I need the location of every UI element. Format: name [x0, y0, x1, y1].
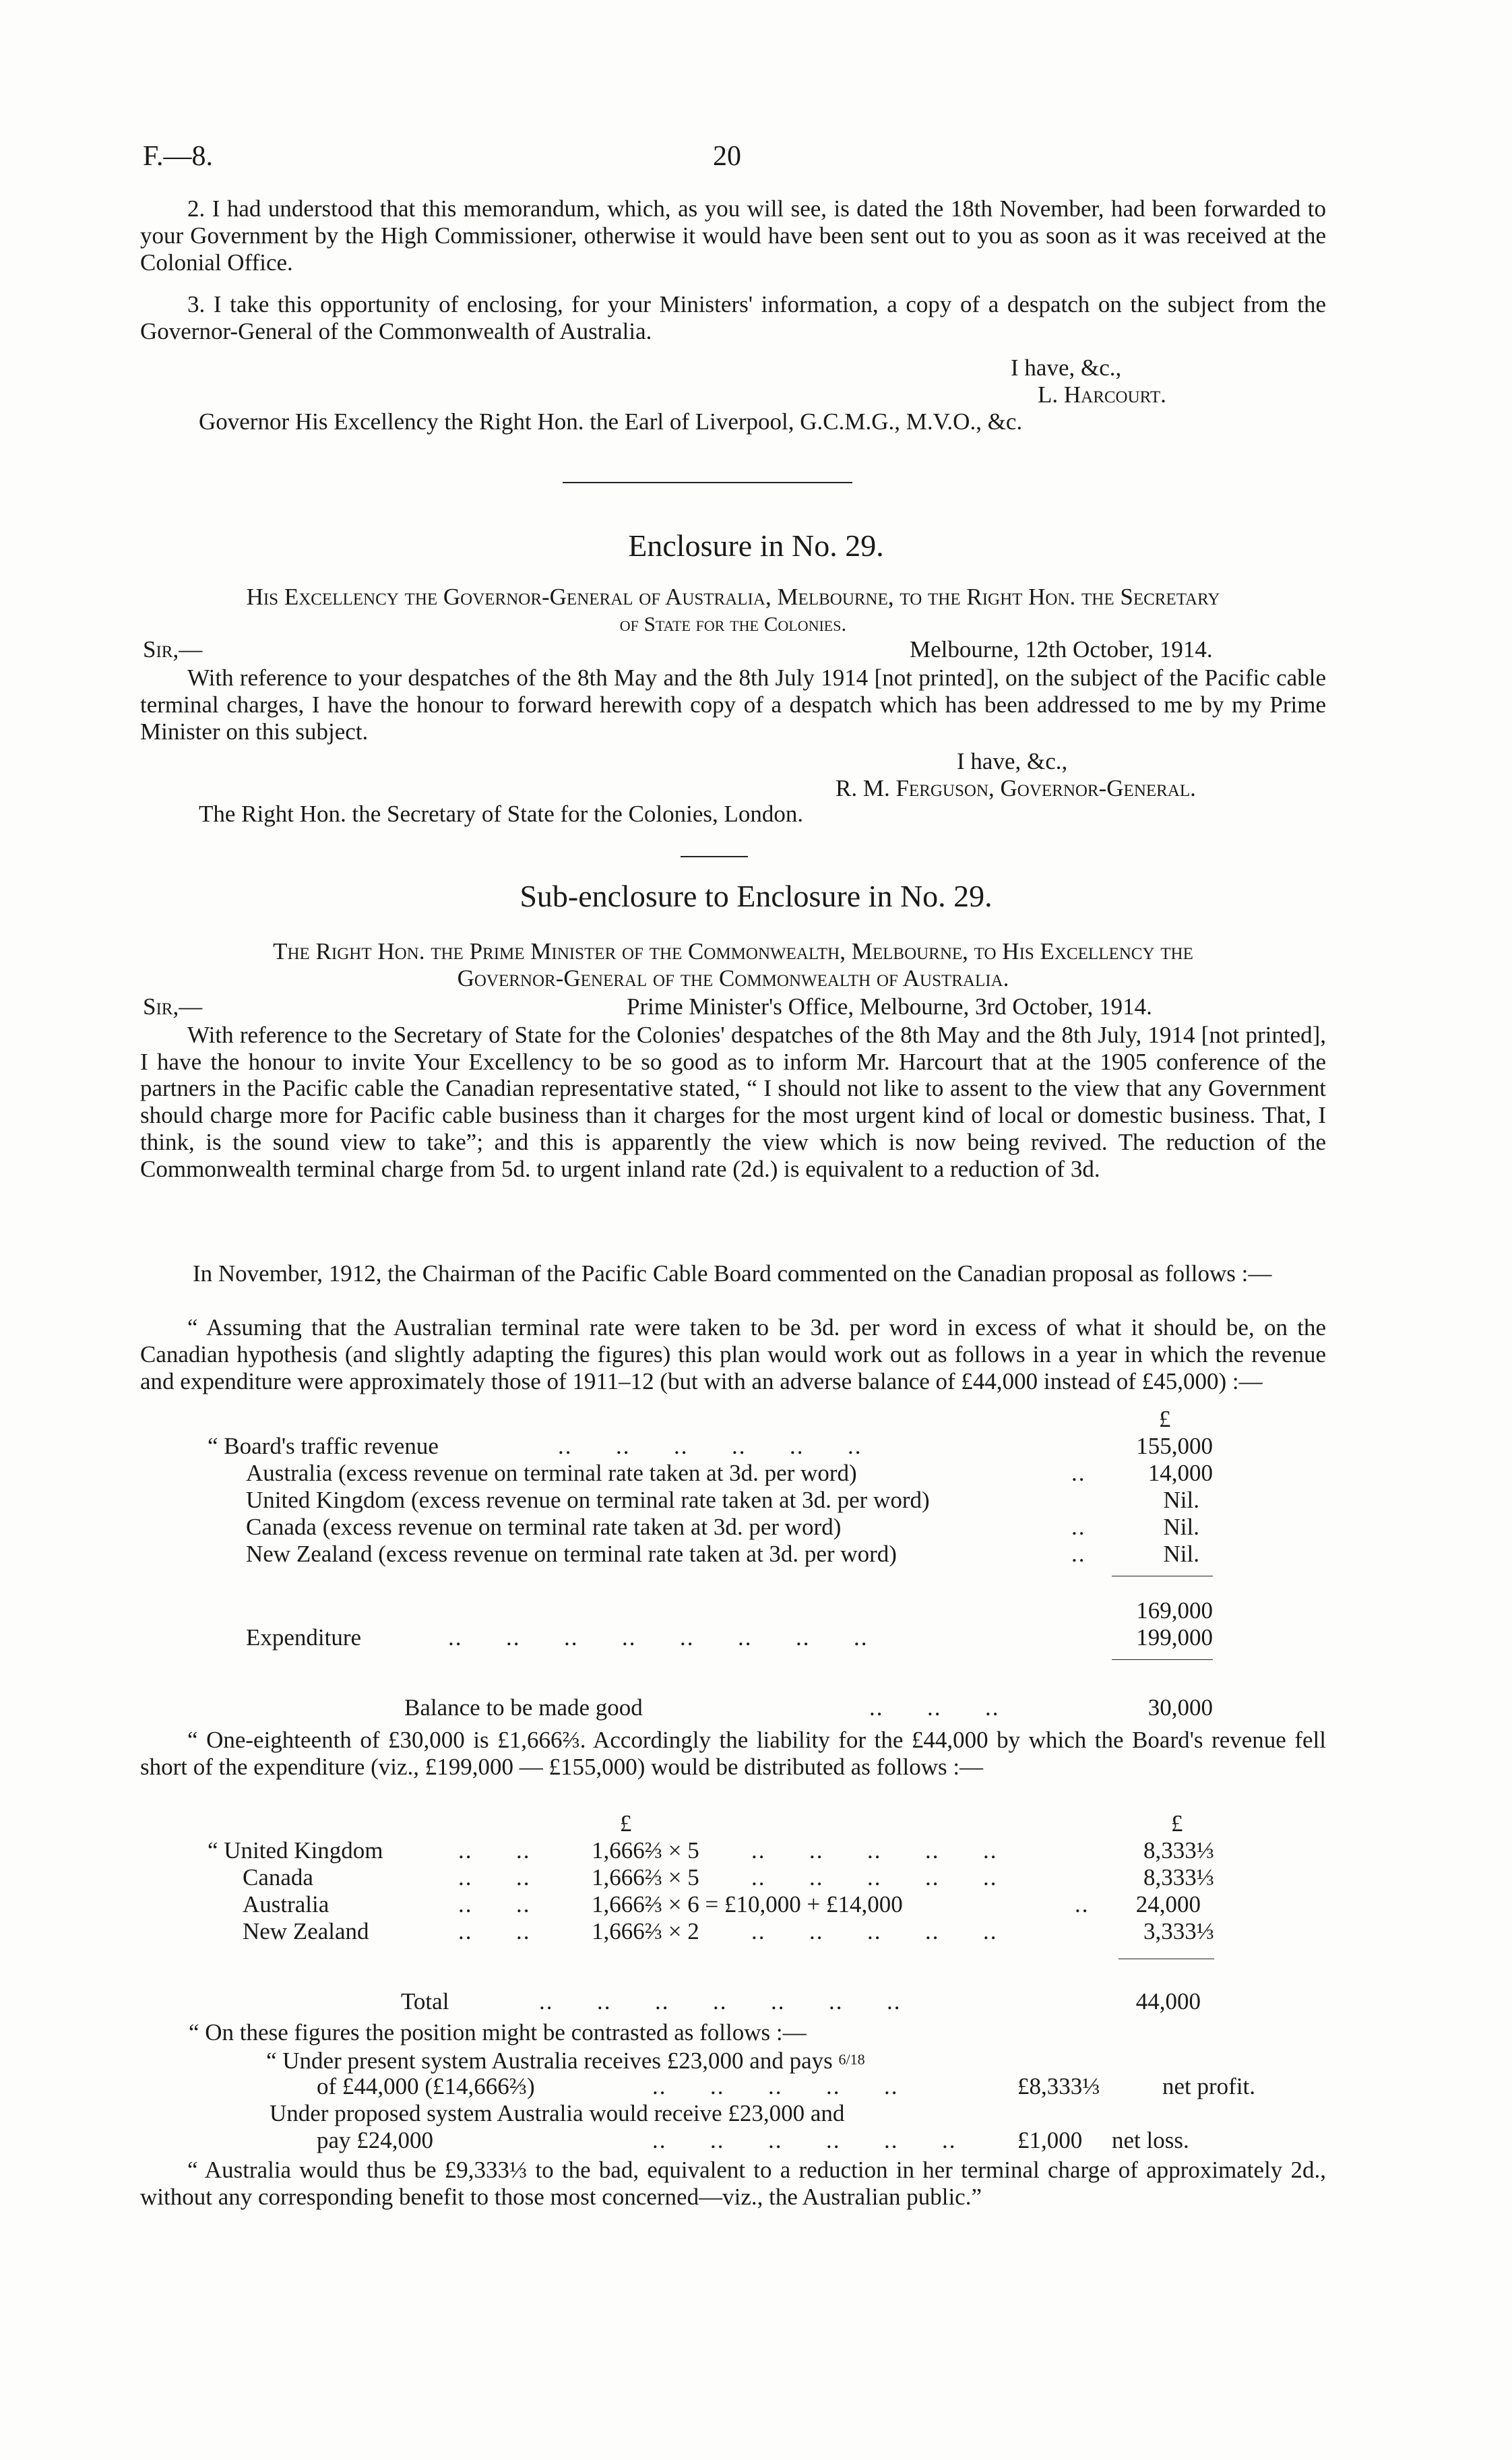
table-row: Australia [243, 1891, 329, 1917]
row-value: Nil. [1163, 1514, 1199, 1540]
sub-enclosure-heading-line2: Governor-General of the Commonwealth of Australia. [457, 965, 1009, 991]
expenditure-value: 199,000 [1136, 1624, 1213, 1651]
contrast-line2-amount: £1,000 [1017, 2127, 1083, 2153]
sub-enclosure-heading-line1: The Right Hon. the Prime Minister of the Commonwealth, Melbourne, to His Excellency the [273, 938, 1193, 964]
enclosure-title: Enclosure in No. 29. [628, 528, 884, 563]
enclosure-signature: R. M. Ferguson, Governor-General. [836, 775, 1196, 801]
one-eighteenth-paragraph: “ One-eighteenth of £30,000 is £1,666⅔. Accordingly the liability for the £44,000 by which the Board's revenue fell short of the expenditure (viz., £199,000 — £155,000) would be distributed as follows :— [140, 1727, 1326, 1780]
row-label: Canada (excess revenue on terminal rate taken at 3d. per word) [246, 1514, 842, 1540]
row-dots: .. [1071, 1541, 1086, 1567]
page-number: 20 [713, 141, 741, 172]
contrast-line1-text: “ Under present system Australia receives £23,000 and pays [266, 2048, 833, 2074]
balance-value: 30,000 [1147, 1694, 1213, 1721]
row-dots: .. .. [458, 1837, 531, 1864]
sub-enclosure-para1: With reference to the Secretary of State for the Colonies' despatches of the 8th May and the 8th July, 1914 [not printed], I have the honour to invite Your Excellency to be so good as to inform Mr. Harcourt that at the 1905 conference of the partners in the Pacific cable the Canadian representative stated, “ I should not like to assent to the view that any Government should charge more for Pacific cable business than it charges for the most urgent kind of local or domestic business. That, I think, is the sound view to take”; and this is apparently the view which is now being revived. The reduction of the Commonwealth terminal charge from 5d. to urgent inland rate (2d.) is equivalent to a reduction of 3d. [140, 1022, 1326, 1182]
row-value: 155,000 [1136, 1433, 1213, 1459]
contrast-line1-dots: .. .. .. .. .. [652, 2073, 899, 2099]
contrast-line2-dots: .. .. .. .. .. .. [652, 2127, 957, 2153]
enclosure-addressee: The Right Hon. the Secretary of State for the Colonies, London. [199, 801, 804, 827]
contrast-line2-note: net loss. [1112, 2127, 1189, 2153]
total-dots: .. .. .. .. .. .. .. [539, 1988, 902, 2015]
signature: L. Harcourt. [1038, 381, 1166, 408]
row-dots: .. .. .. .. .. [751, 1864, 998, 1890]
balance-label: Balance to be made good [404, 1694, 643, 1721]
row-dots: .. [1071, 1460, 1086, 1486]
subtotal-value: 169,000 [1136, 1597, 1213, 1624]
row-value: 3,333⅓ [1143, 1918, 1214, 1944]
contrast-line1-amount: £8,333⅓ [1017, 2073, 1100, 2099]
sum-rule [1112, 1659, 1213, 1660]
enclosure-salutation: Sir,— [143, 636, 203, 663]
sub-enclosure-para2: In November, 1912, the Chairman of the Pacific Cable Board commented on the Canadian proposal as follows :— [193, 1260, 1272, 1287]
section-divider [563, 482, 852, 483]
total-label: Total [401, 1988, 449, 2015]
short-divider [681, 856, 748, 857]
addressee: Governor His Excellency the Right Hon. the Earl of Liverpool, G.C.M.G., M.V.O., &c. [199, 408, 1023, 435]
table-row: “ United Kingdom [208, 1837, 383, 1864]
table-row [246, 1460, 1086, 1487]
contrast-intro: “ On these figures the position might be contrasted as follows :— [189, 2019, 807, 2046]
row-label: New Zealand (excess revenue on terminal rate taken at 3d. per word) [246, 1541, 897, 1567]
enclosure-heading-line1 [140, 584, 1326, 611]
enclosure-body: With reference to your despatches of the 8th May and the 8th July 1914 [not printed], on the subject of the Pacific cable terminal charges, I have the honour to forward herewith copy of a despatch which has been addressed to me by my Prime Minister on this subject. [140, 665, 1326, 745]
balance-dots: .. .. .. [869, 1694, 1000, 1721]
contrast-line2a: Under proposed system Australia would receive £23,000 and [270, 2100, 845, 2126]
row-label: Australia (excess revenue on terminal rate taken at 3d. per word) [246, 1460, 857, 1486]
expenditure-label: Expenditure [246, 1624, 362, 1651]
sub-enclosure-para3: “ Assuming that the Australian terminal rate were taken to be 3d. per word in excess of what it should be, on the Canadian hypothesis (and slightly adapting the figures) this plan would work out as follows in a year in which the revenue and expenditure were approximately those of 1911–12 (but with an adverse balance of £44,000 instead of £45,000) :— [140, 1314, 1326, 1394]
paragraph-2: 2. I had understood that this memorandum, which, as you will see, is dated the 18th November, had been forwarded to your Government by the High Commissioner, otherwise it would have been sent out to you as soon as it was received at the Colonial Office. [140, 195, 1326, 276]
row-calculation: 1,666⅔ × 5 [592, 1864, 699, 1890]
row-calculation: 1,666⅔ × 2 [592, 1918, 699, 1944]
sub-enclosure-place-date: Prime Minister's Office, Melbourne, 3rd October, 1914. [627, 993, 1152, 1020]
row-value: Nil. [1163, 1487, 1199, 1513]
expenditure-dots: .. .. .. .. .. .. .. .. [448, 1624, 869, 1651]
contrast-line1b: of £44,000 (£14,666⅔) [317, 2073, 535, 2099]
table-row: New Zealand [243, 1918, 369, 1944]
row-dots: .. .. .. .. .. [751, 1918, 998, 1944]
table-row: United Kingdom (excess revenue on terminal rate taken at 3d. per word) [246, 1487, 930, 1513]
table-row [246, 1541, 1086, 1568]
row-dots: .. .. [458, 1864, 531, 1890]
row-dots: .. .. [458, 1918, 531, 1944]
fraction-six-eighteenths: 6/18 [838, 2051, 865, 2068]
table-row [208, 1433, 862, 1460]
final-paragraph: “ Australia would thus be £9,333⅓ to the bad, equivalent to a reduction in her terminal charge of approximately 2d., without any corresponding benefit to those most concerned—viz., the Australian public.” [140, 2157, 1326, 2210]
row-value: Nil. [1163, 1541, 1199, 1567]
enclosure-heading-line2: of State for the Colonies. [619, 612, 847, 636]
contrast-line1a [266, 2046, 865, 2074]
currency-symbol: £ [1159, 1406, 1171, 1432]
currency-symbol: £ [1171, 1810, 1183, 1837]
row-value: 8,333⅓ [1143, 1864, 1214, 1890]
row-value: 24,000 [1135, 1891, 1201, 1917]
table-row: Canada [243, 1864, 313, 1890]
row-dots: .. [1071, 1514, 1086, 1540]
row-value: 8,333⅓ [1143, 1837, 1214, 1864]
enclosure-heading-text: His Excellency the Governor-General of Australia, Melbourne, to the Right Hon. the Secretary [246, 584, 1220, 610]
total-value: 44,000 [1135, 1988, 1201, 2015]
table-row [246, 1514, 1086, 1541]
sub-enclosure-salutation: Sir,— [143, 993, 203, 1020]
row-dots: .. .. .. .. .. [751, 1837, 998, 1864]
currency-symbol: £ [620, 1810, 632, 1837]
row-dots: .. .. [458, 1891, 531, 1917]
contrast-line1-note: net profit. [1162, 2073, 1256, 2099]
row-calculation: 1,666⅔ × 5 [592, 1837, 699, 1864]
closing-phrase: I have, &c., [1011, 355, 1122, 381]
paragraph-3: 3. I take this opportunity of enclosing, for your Ministers' information, a copy of a despatch on the subject from the Governor-General of the Commonwealth of Australia. [140, 291, 1326, 344]
contrast-line2b: pay £24,000 [317, 2127, 434, 2153]
row-dots: .. .. .. .. .. .. [558, 1433, 862, 1459]
row-calculation: 1,666⅔ × 6 = £10,000 + £14,000 [592, 1891, 903, 1917]
sub-enclosure-title: Sub-enclosure to Enclosure in No. 29. [519, 879, 993, 913]
enclosure-closing: I have, &c., [957, 748, 1068, 774]
row-label: “ Board's traffic revenue [208, 1433, 439, 1459]
enclosure-place-date: Melbourne, 12th October, 1914. [910, 636, 1213, 663]
row-value: 14,000 [1147, 1460, 1213, 1486]
document-reference: F.—8. [143, 141, 213, 172]
row-dots: .. [1075, 1891, 1090, 1917]
